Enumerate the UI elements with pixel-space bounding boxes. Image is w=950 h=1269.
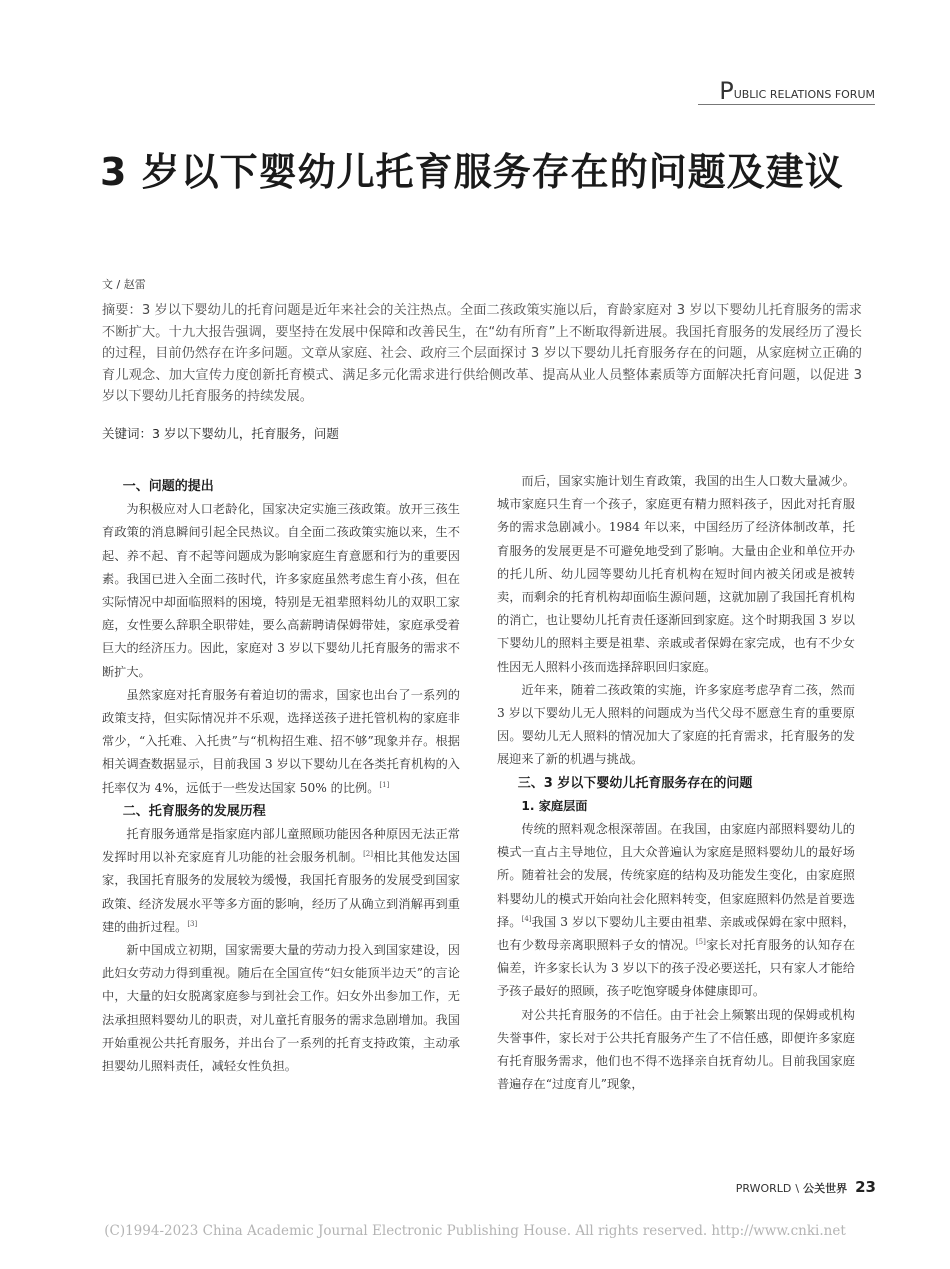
brand-rest: UBLIC RELATIONS FORUM bbox=[733, 88, 875, 101]
section-heading-2: 二、托育服务的发展历程 bbox=[122, 803, 266, 819]
paragraph-text: 我国 3 岁以下婴幼儿主要由祖辈、亲戚或保姆在家中照料，也有少数母亲离职照料子女的情况。 bbox=[497, 914, 855, 953]
citation[interactable]: [5] bbox=[695, 938, 706, 946]
section-heading-3: 三、3 岁以下婴幼儿托育服务存在的问题 bbox=[517, 775, 753, 791]
paragraph-text: 传统的照料观念根深蒂固。在我国，由家庭内部照料婴幼儿的模式一直占主导地位，且大众普遍认为家庭是照料婴幼儿的最好场所。随着社会的发展，传统家庭的结构及功能发生变化，由家庭照料婴幼儿的模式开始向社会化照料转变，但家庭照料仍然是首要选择。 bbox=[497, 822, 855, 929]
citation[interactable]: [3] bbox=[187, 919, 198, 928]
paragraph bbox=[102, 823, 460, 939]
paragraph: 新中国成立初期，国家需要大量的劳动力投入到国家建设，因此妇女劳动力得到重视。随后在全国宣传“妇女能顶半边天”的言论中，大量的妇女脱离家庭参与到社会工作。妇女外出参加工作，无法承担照料婴幼儿的职责，对儿童托育服务的需求急剧增加。我国开始重视公共托育服务，并出台了一系列的托育支持政策，主动承担婴幼儿照料责任，减轻女性负担。 bbox=[102, 943, 460, 1074]
page-number: 23 bbox=[855, 1178, 876, 1196]
citation[interactable]: [1] bbox=[379, 780, 390, 789]
paragraph: 为积极应对人口老龄化，国家决定实施三孩政策。放开三孩生育政策的消息瞬间引起全民热议。自全面二孩政策实施以来，生不起、养不起、育不起等问题成为影响家庭生育意愿和行为的重要因素。我国已进入全面二孩时代，许多家庭虽然考虑生育小孩，但在实际情况中却面临照料的困境，特别是无祖辈照料幼儿的双职工家庭，女性要么辞职全职带娃，要么高薪聘请保姆带娃，家庭承受着巨大的经济压力。因此，家庭对 3 岁以下婴幼儿托育服务的需求不断扩大。 bbox=[102, 502, 460, 679]
paragraph-text: 相比其他发达国家，我国托育服务的发展较为缓慢，我国托育服务的发展受到国家政策、经济发展水平等多方面的影响，经历了从确立到消解再到重建的曲折过程。 bbox=[102, 850, 461, 934]
page-footer bbox=[736, 1178, 876, 1196]
abstract: 摘要：3 岁以下婴幼儿的托育问题是近年来社会的关注热点。全面二孩政策实施以后，育龄家庭对 3 岁以下婴幼儿托育服务的需求不断扩大。十九大报告强调，要坚持在发展中保障和改善民生，在“幼有所育”上不断取得新进展。我国托育服务的发展经历了漫长的过程，目前仍然存在许多问题。文章从家庭、社会、政府三个层面探讨 3 岁以下婴幼儿托育服务存在的问题，从家庭树立正确的育儿观念、加大宣传力度创新托育模式、满足多元化需求进行供给侧改革、提高从业人员整体素质等方面解决托育问题，以促进 3 岁以下婴幼儿托育服务的持续发展。 bbox=[102, 303, 862, 404]
right-column bbox=[497, 470, 855, 1096]
paragraph-text: 虽然家庭对托育服务有着迫切的需求，国家也出台了一系列的政策支持，但实际情况并不乐观，选择送孩子进托管机构的家庭非常少，“入托难、入托贵”与“机构招生难、招不够”现象并存。根据相关调查数据显示，目前我国 3 岁以下婴幼儿在各类托育机构的入托率仅为 4%，远低于一些发达国家 50% 的比例。 bbox=[102, 687, 460, 795]
paragraph: 而后，国家实施计划生育政策，我国的出生人口数大量减少。城市家庭只生育一个孩子，家庭更有精力照料孩子，因此对托育服务的需求急剧减小。1984 年以来，中国经历了经济体制改革，托育服务的发展更是不可避免地受到了影响。大量由企业和单位开办的托儿所、幼儿园等婴幼儿托育机构在短时间内被关闭或是被转卖，而剩余的托育机构却面临生源问题，这就加剧了我国托育机构的消亡，也让婴幼儿托育责任逐渐回到家庭。这个时期我国 3 岁以下婴幼儿的照料主要是祖辈、亲戚或者保姆在家完成，也有不少女性因无人照料小孩而选择辞职回归家庭。 bbox=[497, 474, 855, 674]
footer-separator: \ bbox=[795, 1182, 800, 1195]
journal-brand bbox=[719, 77, 875, 105]
paragraph-text: 托育服务通常是指家庭内部儿童照顾功能因各种原因无法正常发挥时用以补充家庭育儿功能的社会服务机制。 bbox=[102, 827, 460, 865]
journal-en: PRWORLD bbox=[735, 1182, 792, 1195]
paragraph: 对公共托育服务的不信任。由于社会上频繁出现的保姆或机构失誉事件，家长对于公共托育服务产生了不信任感，即便许多家庭有托育服务需求，他们也不得不选择亲自抚育幼儿。目前我国家庭普遍存在“过度育儿”现象， bbox=[497, 1007, 855, 1092]
brand-initial: P bbox=[719, 77, 734, 105]
keywords: 关键词：3 岁以下婴幼儿，托育服务，问题 bbox=[102, 426, 339, 441]
header-rule bbox=[698, 104, 875, 105]
paragraph: 近年来，随着二孩政策的实施，许多家庭考虑孕育二孩，然而 3 岁以下婴幼儿无人照料的问题成为当代父母不愿意生育的重要原因。婴幼儿无人照料的情况加大了家庭的托育需求，托育服务的发展迎来了新的机遇与挑战。 bbox=[497, 682, 855, 767]
paragraph-text: 家长对托育服务的认知存在偏差，许多家长认为 3 岁以下的孩子没必要送托，只有家人才能给予孩子最好的照顾，孩子吃饱穿暖身体健康即可。 bbox=[497, 938, 856, 999]
paragraph bbox=[497, 818, 855, 1004]
citation[interactable]: [4] bbox=[521, 914, 532, 923]
subsection-heading: 1. 家庭层面 bbox=[521, 798, 588, 813]
article-title: 3 岁以下婴幼儿托育服务存在的问题及建议 bbox=[100, 150, 844, 194]
paragraph bbox=[102, 684, 460, 800]
copyright-watermark: (C)1994-2023 China Academic Journal Electronic Publishing House. All rights reserved. http://www.cnki.net bbox=[104, 1223, 846, 1239]
journal-cn: 公关世界 bbox=[803, 1182, 848, 1195]
left-column bbox=[102, 475, 460, 1078]
section-heading-1: 一、问题的提出 bbox=[122, 479, 214, 494]
author: 文 / 赵雷 bbox=[102, 278, 146, 291]
citation[interactable]: [2] bbox=[363, 850, 373, 859]
